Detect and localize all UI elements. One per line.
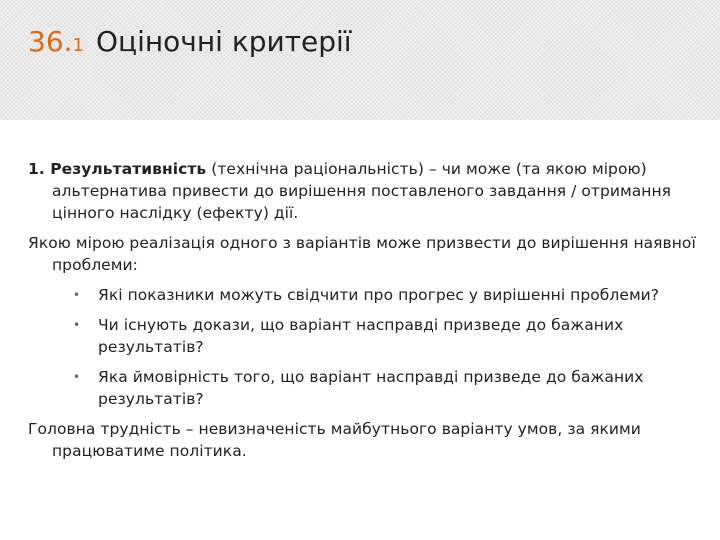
question-intro: Якою мірою реалізація одного з варіантів може призвести до вирішення наявної проблеми: [28,234,696,274]
list-item [28,284,700,306]
bullet-icon: • [73,318,81,332]
list-item [28,314,700,358]
slide-body [28,158,700,470]
list-item [28,366,700,410]
main-difficulty: Головна трудність – невизначеність майбутнього варіанту умов, за якими працюватиме політика. [28,420,641,460]
criterion-text: (технічна раціональність) – чи може (та якою мірою) альтернатива привести до вирішення поставленого завдання / отримання цінного наслідку (ефекту) дії. [52,160,672,222]
list-item-text: Чи існують докази, що варіант насправді призведе до бажаних результатів? [98,316,624,356]
slide-sub-number: 1 [72,35,84,56]
bullet-icon: • [73,288,81,302]
slide-title [28,24,352,64]
criterion-lead: 1. Результативність [28,160,207,178]
list-item-text: Які показники можуть свідчити про прогрес у вирішенні проблеми? [98,286,660,304]
slide-title-text: Оціночні критерії [95,25,352,58]
bullet-icon: • [73,370,81,384]
question-list [28,284,700,410]
slide-number: 36. [28,25,73,58]
list-item-text: Яка ймовірність того, що варіант насправді призведе до бажаних результатів? [98,368,644,408]
title-banner [0,0,720,120]
criterion-paragraph [28,158,700,224]
